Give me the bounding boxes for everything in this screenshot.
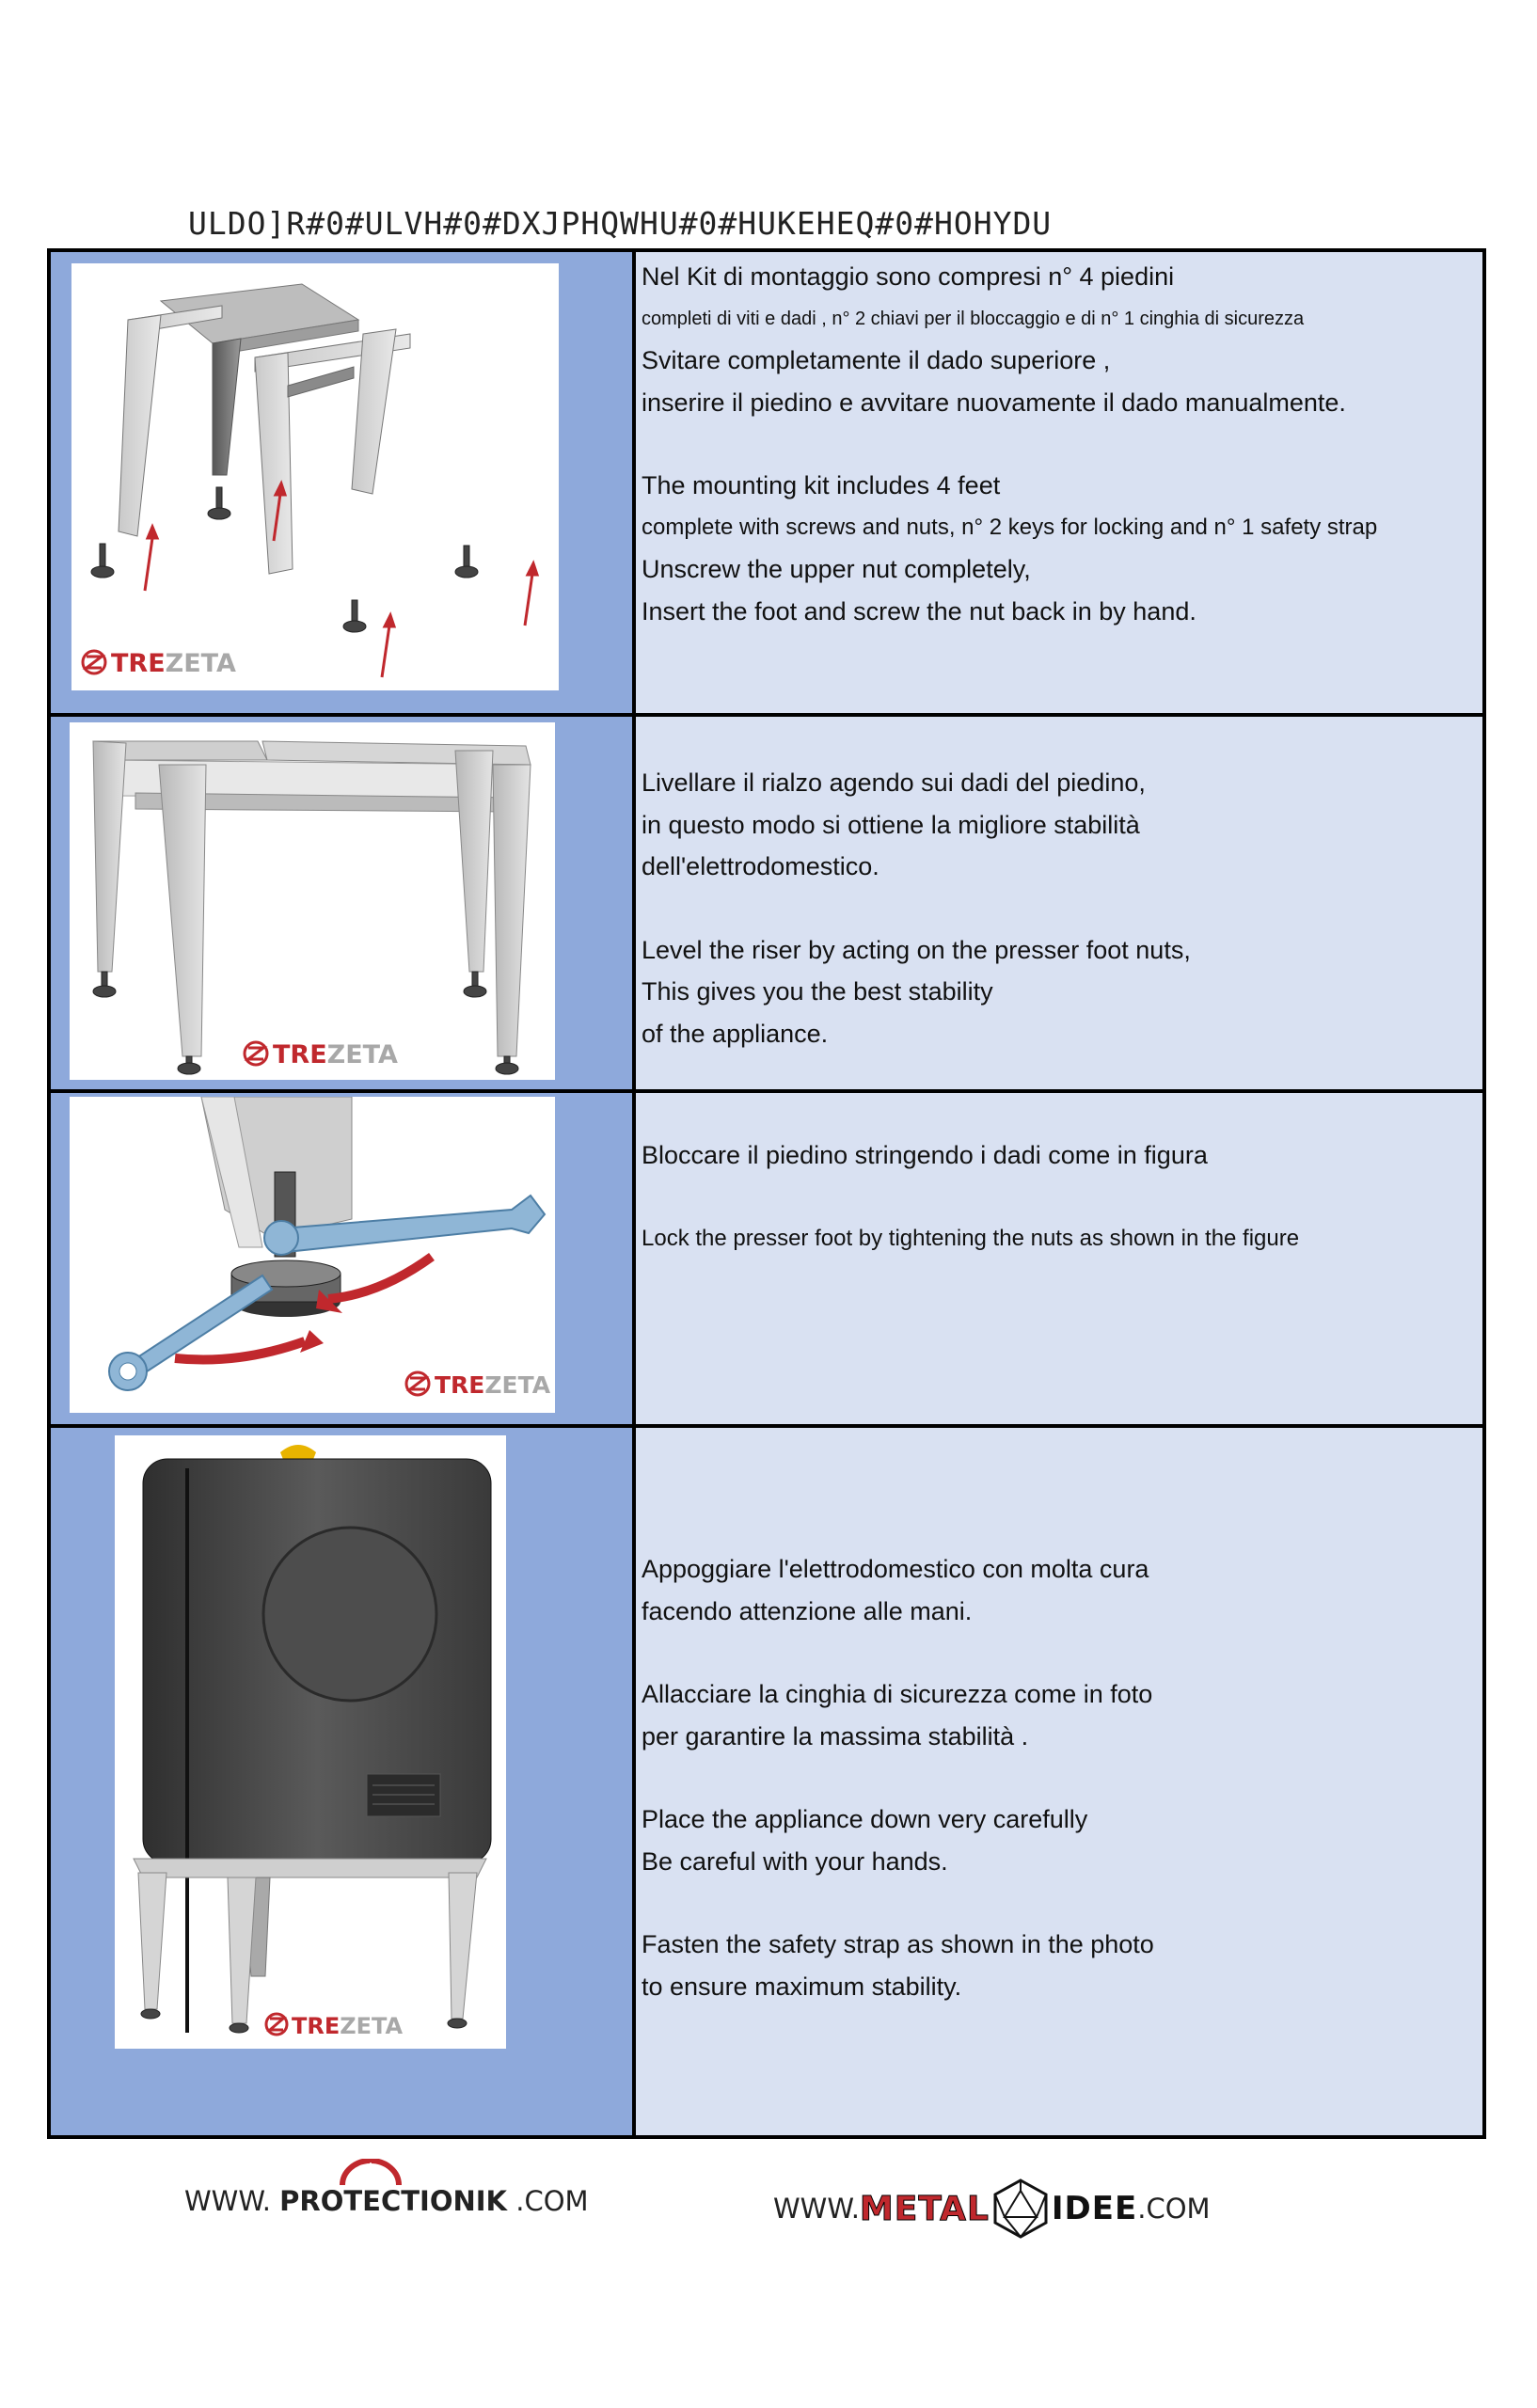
instruction-line: Fasten the safety strap as shown in the photo — [642, 1930, 1154, 1958]
instruction-line: per garantire la massima stabilità . — [642, 1721, 1029, 1751]
step-image-cell — [49, 250, 634, 715]
step-1-text — [642, 256, 1473, 632]
instruction-line: to ensure maximum stability. — [642, 1972, 962, 2001]
instruction-line: Place the appliance down very carefully — [642, 1805, 1088, 1833]
instruction-line: The mounting kit includes 4 feet — [642, 471, 1001, 499]
step-image-cell — [49, 715, 634, 1091]
instruction-line: dell'elettrodomestico. — [642, 852, 879, 880]
instruction-line: completi di viti e dadi , n° 2 chiavi per il bloccaggio e di n° 1 cinghia di sicurezza — [642, 308, 1305, 329]
step-3-text — [642, 1134, 1473, 1259]
instruction-line: Unscrew the upper nut completely, — [642, 555, 1031, 583]
step-text-cell — [634, 250, 1484, 715]
instructions-table — [47, 248, 1486, 2139]
locking-illustration — [70, 1097, 555, 1413]
instruction-line: Insert the foot and screw the nut back in by hand. — [642, 596, 1196, 626]
instruction-line: facendo attenzione alle mani. — [642, 1596, 973, 1625]
instruction-line: Appoggiare l'elettrodomestico con molta cura — [642, 1555, 1149, 1583]
instruction-line: Level the riser by acting on the presser foot nuts, — [642, 935, 1191, 964]
paragraph-gap — [642, 888, 1473, 929]
brand-logo-text: TREZETA — [292, 2013, 404, 2039]
appliance-on-stand-drawing — [115, 1435, 506, 2049]
paragraph-gap — [642, 423, 1473, 465]
instruction-line: in questo modo si ottiene la migliore stabilità — [642, 810, 1140, 839]
leveling-illustration — [70, 722, 555, 1080]
wrench-tightening-drawing — [70, 1097, 555, 1413]
metalidee-brand-metal: METAL — [859, 2189, 990, 2228]
step-row — [49, 1091, 1484, 1426]
instruction-line: Livellare il rialzo agendo sui dadi del piedino, — [642, 768, 1146, 797]
instruction-line: Bloccare il piedino stringendo i dadi come in figura — [642, 1141, 1208, 1169]
instruction-line: of the appliance. — [642, 1019, 829, 1048]
protectionik-arch-icon — [338, 2159, 404, 2187]
instruction-line: Lock the presser foot by tightening the nuts as shown in the figure — [642, 1225, 1300, 1251]
brand-logo-text: TREZETA — [111, 649, 236, 678]
paragraph-gap — [642, 1632, 1473, 1673]
instruction-line: complete with screws and nuts, n° 2 keys for locking and n° 1 safety strap — [642, 514, 1378, 540]
step-4-text — [642, 1548, 1473, 2007]
page-heading: ULDO]R#0#ULVH#0#DXJPHQWHU#0#HUKEHEQ#0#HOHYDU — [188, 205, 1053, 242]
step-row — [49, 715, 1484, 1091]
instruction-line: Svitare completamente il dado superiore , — [642, 346, 1111, 374]
paragraph-gap — [642, 1177, 1473, 1218]
instruction-line: Nel Kit di montaggio sono compresi n° 4 piedini — [642, 262, 1175, 291]
url-suffix: .COM — [515, 2185, 589, 2217]
instruction-line: inserire il piedino e avvitare nuovamente il dado manualmente. — [642, 388, 1346, 417]
instruction-line: Be careful with your hands. — [642, 1846, 948, 1876]
step-text-cell — [634, 715, 1484, 1091]
step-text-cell — [634, 1426, 1484, 2137]
assembly-illustration — [71, 263, 559, 690]
step-image-cell — [49, 1091, 634, 1426]
brand-logo-text: TREZETA — [273, 1040, 398, 1069]
url-prefix: WWW. — [773, 2193, 860, 2225]
url-suffix: .COM — [1137, 2193, 1211, 2225]
stand-frame-assembled-drawing — [70, 722, 555, 1080]
protectionik-brand: PROTECTIONIK — [279, 2185, 508, 2217]
appliance-placement-illustration — [115, 1435, 506, 2049]
step-text-cell — [634, 1091, 1484, 1426]
protectionik-website-link[interactable] — [184, 2185, 589, 2217]
step-2-text — [642, 762, 1473, 1054]
metalidee-brand-idee: IDEE — [1051, 2190, 1138, 2227]
metalidee-d20-icon — [990, 2178, 1052, 2240]
step-row — [49, 1426, 1484, 2137]
metalidee-website-link[interactable] — [773, 2180, 1211, 2237]
instruction-line: Allacciare la cinghia di sicurezza come in foto — [642, 1680, 1153, 1708]
instruction-line: This gives you the best stability — [642, 977, 993, 1006]
url-prefix: WWW. — [184, 2185, 271, 2217]
paragraph-gap — [642, 1757, 1473, 1798]
step-image-cell — [49, 1426, 634, 2137]
stand-frame-exploded-drawing — [71, 263, 559, 690]
protectionik-logo — [279, 2185, 515, 2217]
step-row — [49, 250, 1484, 715]
brand-logo-text: TREZETA — [435, 1371, 551, 1399]
paragraph-gap — [642, 1882, 1473, 1924]
